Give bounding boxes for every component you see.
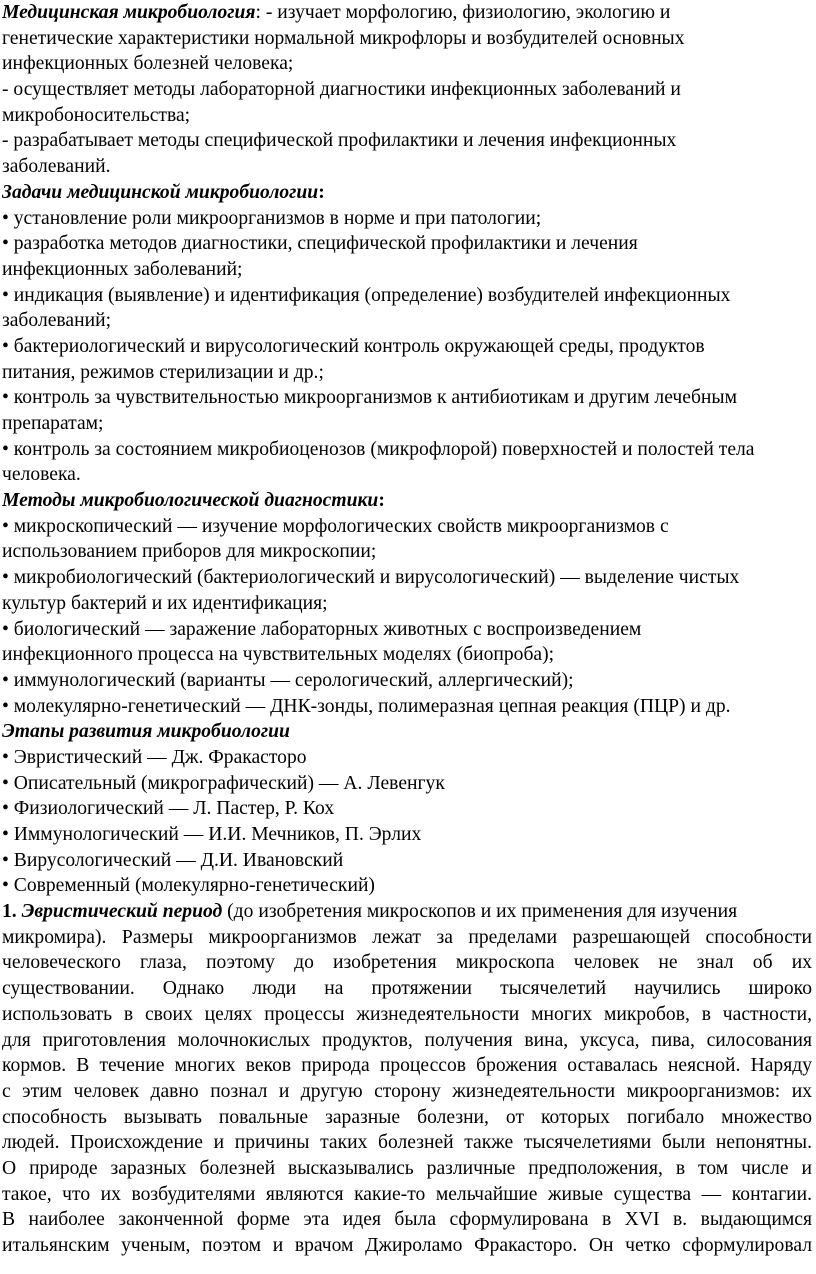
methods-heading: Методы микробиологической диагностики — [2, 490, 379, 512]
tasks-heading: Задачи медицинской микробиологии — [2, 181, 319, 203]
stages-heading: Этапы развития микробиологии — [2, 721, 290, 743]
period1-line: итальянским ученым, поэтом и врачом Джироламо Фракасторо. Он четко сформулировал — [2, 1235, 812, 1256]
methods-line: культур бактерий и их идентификация; — [2, 592, 328, 614]
tasks-line: человека. — [2, 464, 81, 486]
definition-line: - осуществляет методы лабораторной диагностики инфекционных заболеваний и — [2, 79, 681, 101]
stages-line: • Физиологический — Л. Пастер, Р. Кох — [2, 798, 335, 820]
tasks-line: заболеваний; — [2, 310, 112, 332]
stages-line: • Эвристический — Дж. Фракасторо — [2, 746, 307, 768]
period1-line: В наиболее законченной форме эта идея была сформулирована в XVI в. выдающимся — [2, 1209, 812, 1231]
period1-line: человеческого глаза, поэтому до изобретения микроскопа человек не знал об их — [2, 952, 812, 974]
period1-number: 1. — [2, 901, 17, 923]
tasks-line: • установление роли микроорганизмов в норме и при патологии; — [2, 207, 542, 229]
methods-line: • молекулярно-генетический — ДНК-зонды, полимеразная цепная реакция (ПЦР) и др. — [2, 695, 731, 717]
period1-line: существовании. Однако люди на протяжении тысячелетий научились широко — [2, 978, 812, 1000]
period1-line: О природе заразных болезней высказывались различные предположения, в том числе и — [2, 1157, 812, 1179]
period1-line: для приготовления молочнокислых продуктов, получения вина, уксуса, пива, силосования — [2, 1029, 812, 1051]
definition-line-1 — [2, 0, 812, 26]
tasks-line: • бактериологический и вирусологический контроль окружающей среды, продуктов — [2, 335, 705, 357]
period1-line: способность вызывать повальные заразные болезни, от которых погибало множество — [2, 1106, 812, 1128]
tasks-line: • индикация (выявление) и идентификация (определение) возбудителей инфекционных — [2, 284, 731, 306]
methods-line: • микроскопический — изучение морфологических свойств микроорганизмов с — [2, 515, 669, 537]
tasks-line: препаратам; — [2, 413, 104, 434]
tasks-heading-line — [2, 180, 812, 206]
tasks-line: инфекционных заболеваний; — [2, 258, 243, 280]
tasks-line: • разработка методов диагностики, специфической профилактики и лечения — [2, 233, 638, 255]
methods-line: • иммунологический (варианты — серологический, аллергический); — [2, 669, 574, 691]
tasks-line: • контроль за состоянием микробиоценозов (микрофлорой) поверхностей и полостей тела — [2, 438, 755, 460]
period1-line: такое, что их возбудителями являются какие-то мельчайшие живые существа — контагии. — [2, 1183, 812, 1205]
period1-line: кормов. В течение многих веков природа процессов брожения оставалась неясной. Наряду — [2, 1055, 812, 1077]
tasks-line: • контроль за чувствительностью микроорганизмов к антибиотикам и другим лечебным — [2, 387, 737, 409]
tasks-heading-colon: : — [318, 181, 325, 203]
stages-line: • Описательный (микрографический) — А. Левенгук — [2, 772, 445, 794]
definition-line: - разрабатывает методы специфической профилактики и лечения инфекционных — [2, 130, 677, 152]
definition-line: заболеваний. — [2, 156, 111, 178]
methods-line: • микробиологический (бактериологический и вирусологический) — выделение чистых — [2, 567, 740, 589]
definition-text: : - изучает морфологию, физиологию, экологию и — [255, 2, 671, 23]
definition-term: Медицинская микробиология — [2, 2, 256, 23]
period1-title: Эвристический период — [21, 901, 223, 923]
stages-line: • Современный (молекулярно-генетический) — [2, 875, 375, 897]
methods-line: использованием приборов для микроскопии; — [2, 541, 377, 563]
methods-heading-colon: : — [378, 490, 385, 512]
definition-line: микробоносительства; — [2, 104, 191, 126]
stages-line: • Иммунологический — И.И. Мечников, П. Эрлих — [2, 824, 422, 845]
stages-heading-line — [2, 719, 812, 745]
period1-first-line — [2, 899, 812, 925]
period1-line: микромира). Размеры микроорганизмов лежат за пределами разрешающей способности — [2, 926, 812, 948]
methods-heading-line — [2, 488, 812, 514]
stages-line: • Вирусологический — Д.И. Ивановский — [2, 849, 344, 871]
period1-intro: (до изобретения микроскопов и их применения для изучения — [222, 901, 738, 923]
tasks-line: питания, режимов стерилизации и др.; — [2, 361, 324, 383]
period1-line: с этим человек давно познал и другую сторону жизнедеятельности микроорганизмов: их — [2, 1080, 812, 1102]
methods-line: инфекционного процесса на чувствительных моделях (биопроба); — [2, 644, 555, 666]
period1-line: использовать в своих целях процессы жизнедеятельности многих микробов, в частности, — [2, 1003, 812, 1025]
period1-line: людей. Происхождение и причины таких болезней также тысячелетиями были непонятны. — [2, 1132, 812, 1154]
methods-line: • биологический — заражение лабораторных животных с воспроизведением — [2, 618, 642, 640]
definition-line: генетические характеристики нормальной микрофлоры и возбудителей основных — [2, 27, 685, 49]
definition-line: инфекционных болезней человека; — [2, 53, 294, 75]
